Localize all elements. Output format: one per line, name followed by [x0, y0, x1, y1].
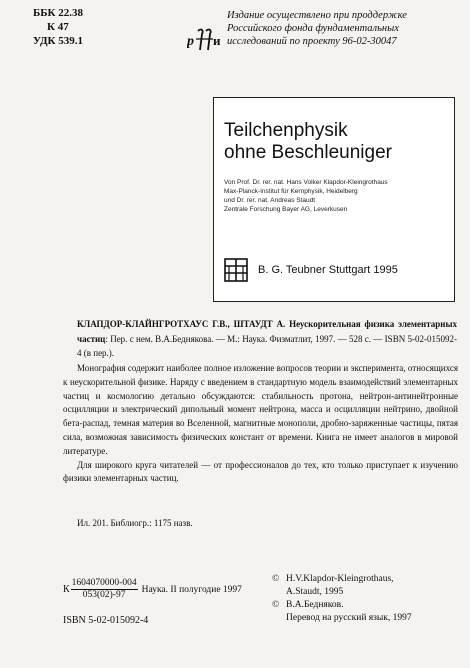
copyright-holder-cont: A.Staudt, 1995: [286, 587, 344, 597]
abstract-paragraph: Монография содержит наиболее полное изложение вопросов теории и эксперимента, относящихся к неускорительной физике. Наряду с введением в стандартную модель взаимодействий элементарных частиц и космологию детально обсуждаются: стабильность протона, нейтрон-антинейтронные осцилляции и электрический дипольный момент нейтрона, масса и осцилляции нейтрино, двойной бета-распад, темная материя во Вселенной, магнитные монополи, дробно-заряженные частицы, пятая сила, возможная зависимость физических констант от времени. Книга не имеет аналогов в мировой литературе.: [63, 363, 458, 456]
code-prefix: К: [63, 584, 70, 595]
svg-text:р: р: [187, 34, 194, 49]
classification-codes: [33, 6, 83, 48]
copyright-icon: ©: [272, 574, 280, 584]
support-note-line: Российского фонда фундаментальных: [227, 23, 399, 34]
rffi-logo-icon: [187, 28, 223, 52]
copyright-block: [272, 573, 412, 625]
original-author-line: Max-Planck-Institut für Kernphysik, Heidelberg: [224, 188, 358, 195]
original-authors: [224, 178, 388, 214]
udk-code: УДК 539.1: [33, 35, 84, 47]
isbn: ISBN 5-02-015092-4: [63, 615, 149, 626]
copyright-line: [272, 599, 412, 612]
bbk-code: ББК 22.38: [33, 7, 84, 19]
edition-note: Наука. II полугодие 1997: [141, 584, 242, 595]
original-title: [224, 120, 392, 164]
bibliographic-entry: [77, 317, 457, 361]
support-note-line: исследований по проекту 96-02-30047: [227, 36, 397, 47]
abstract-paragraph: Для широкого круга читателей — от профессионалов до тех, кто только приступает к изучению физики элементарных частиц.: [63, 459, 458, 484]
publication-code: [63, 578, 242, 601]
original-author-line: und Dr. rer. nat. Andreas Staudt: [224, 197, 316, 204]
original-publisher: B. G. Teubner Stuttgart 1995: [258, 264, 398, 276]
teubner-logo-icon: [224, 258, 248, 282]
copyright-icon: ©: [272, 600, 280, 610]
code-fraction: [71, 578, 138, 601]
k-code: К 47: [47, 21, 69, 33]
copyright-holder: H.V.Klapdor-Kleingrothaus,: [286, 574, 394, 584]
support-note: [227, 9, 457, 48]
illustrations-references: Ил. 201. Библиогр.: 1175 назв.: [77, 518, 193, 528]
original-title-line: ohne Beschleuniger: [224, 142, 392, 163]
copyright-translator: В.А.Бедняков.: [286, 600, 344, 610]
svg-text:и: и: [213, 33, 221, 48]
code-denominator: 053(02)-97: [82, 590, 126, 600]
original-publisher-row: [224, 258, 398, 282]
code-numerator: 1604070000-004: [71, 578, 137, 588]
biblio-details: : Пер. с нем. В.А.Беднякова. — М.: Наука. Физматлит, 1997. — 528 с. — ISBN 5-02-015092-4 (в пер.).: [77, 333, 457, 358]
original-cover-box: [213, 97, 455, 302]
original-author-line: Von Prof. Dr. rer. nat. Hans Volker Klapdor-Kleingrothaus: [224, 179, 388, 186]
support-note-line: Издание осуществлено при проддержке: [227, 10, 407, 21]
original-title-line: Teilchenphysik: [224, 120, 348, 141]
biblio-heading: КЛАПДОР-КЛАЙНГРОТХАУС Г.В., ШТАУДТ А. Неускорительная физика элементарных частиц: [77, 319, 457, 344]
abstract: [63, 362, 458, 486]
copyright-translation-note: Перевод на русский язык, 1997: [286, 613, 412, 623]
original-author-line: Zentrale Forschung Bayer AG, Leverkusen: [224, 206, 348, 213]
copyright-line: [272, 573, 412, 586]
